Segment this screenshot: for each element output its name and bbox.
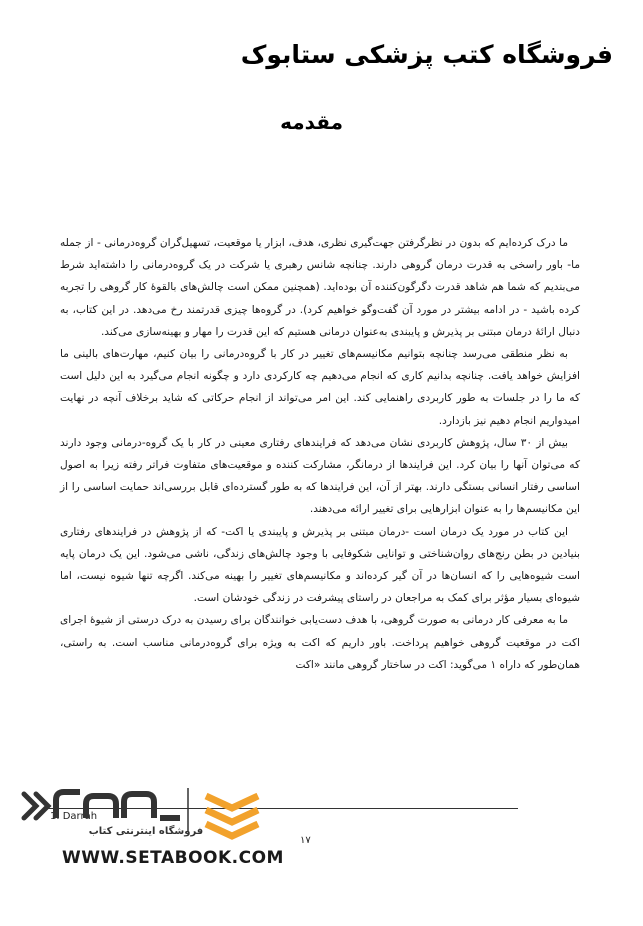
watermark-url: WWW.SETABOOK.COM [62,848,284,868]
logo-tagline: فروشگاه اینترنتی کتاب [88,826,204,837]
paragraph: ما درک کرده‌ایم که بدون در نظرگرفتن جهت‌گیری نظری، هدف، ابزار یا موقعیت، تسهیل‌گران گروه‌درمانی - از جمله ما- باور راسخی به قدرت درمان گروهی دارند. چنانچه شانس رهبری یا شرکت در یک گروه‌درمانی را داشته‌اید شرط می‌بندیم که شما هم شاهد قدرت دگرگون‌کننده آن بوده‌اید. (همچنین ممکن است چالش‌های بالقوهٔ کار گروهی را تجربه کرده باشید - در ادامه بیشتر در مورد آن گفت‌وگو خواهیم کرد). در گروه‌ها چیزی قدرتمند رخ می‌دهد. در این کتاب، به دنبال ارائهٔ درمان مبتنی بر پذیرش و پایبندی به‌عنوان درمانی هستیم که این قدرت را مهار و بهینه‌سازی می‌کند. [60,237,580,338]
section-title: مقدمه [280,110,343,134]
paragraph: بیش از ۳۰ سال، پژوهش کاربردی نشان می‌دهد که فرایندهای رفتاری معینی در کار با یک گروه-درمانی وجود دارند که می‌توان آنها را بیان کرد. این فرایندها از درمانگر، مشارکت کننده و موقعیت‌های متفاوت فراتر رفته زیرا به اصول اساسی رفتار انسانی بستگی دارند. بهتر از آن، این فرایندها که به طور گسترده‌ای قابل بررسی‌اند حمایت اساسی را از این مکانیسم‌ها را به عنوان ابزارهایی برای تغییر ارائه می‌دهند. [60,436,580,516]
page-header-title: فروشگاه کتب پزشکی ستابوک [240,40,613,69]
paragraph: به نظر منطقی می‌رسد چنانچه بتوانیم مکانیسم‌های تغییر در کار با گروه‌درمانی را بیان کنیم، مهارت‌های بالینی ما افزایش خواهد یافت. چنانچه بدانیم کاری که انجام می‌دهیم چه کارکردی دارد و چگونه انجام می‌گیرد به این دلیل است که ما را در جلسات به طور کاربردی راهنمایی کند. این امر می‌تواند از انجام حرکاتی که شاید برخلاف آنچه در نهایت امیدواریم انجام دهیم نیز بازدارد. [60,348,580,427]
body-text [60,232,580,676]
page-number: ۱۷ [300,835,311,846]
paragraph: ما به معرفی کار درمانی به صورت گروهی، با هدف دست‌یابی خوانندگان برای رسیدن به درک درستی از شیوهٔ اجرای اکت در موقعیت گروهی خواهیم پرداخت. باور داریم که اکت به ویژه برای گروه‌درمانی مناسب است. به راستی، همان‌طور که داراه ۱ می‌گوید: اکت در ساختار گروهی مانند «اکت [60,614,580,671]
paragraph: این کتاب در مورد یک درمان است -درمان مبتنی بر پذیرش و پایبندی یا اکت- که از پژوهش در فرایندهای رفتاری بنیادین در بطن رنج‌های روان‌شناختی و توانایی شکوفایی با وجود چالش‌های زندگی، ناشی می‌شود. این یک درمان پایه است شیوه‌هایی را که انسان‌ها در آن گیر کرده‌اند و مکانیسم‌های تغییر را بهینه می‌کند. اگرچه تنها شیوه نیست، اما شیوه‌ای بسیار مؤثر برای کمک به مراجعان در راستای پیشرفت در زندگی خودشان است. [60,525,580,605]
footnote: 1. Darrah [50,811,98,822]
